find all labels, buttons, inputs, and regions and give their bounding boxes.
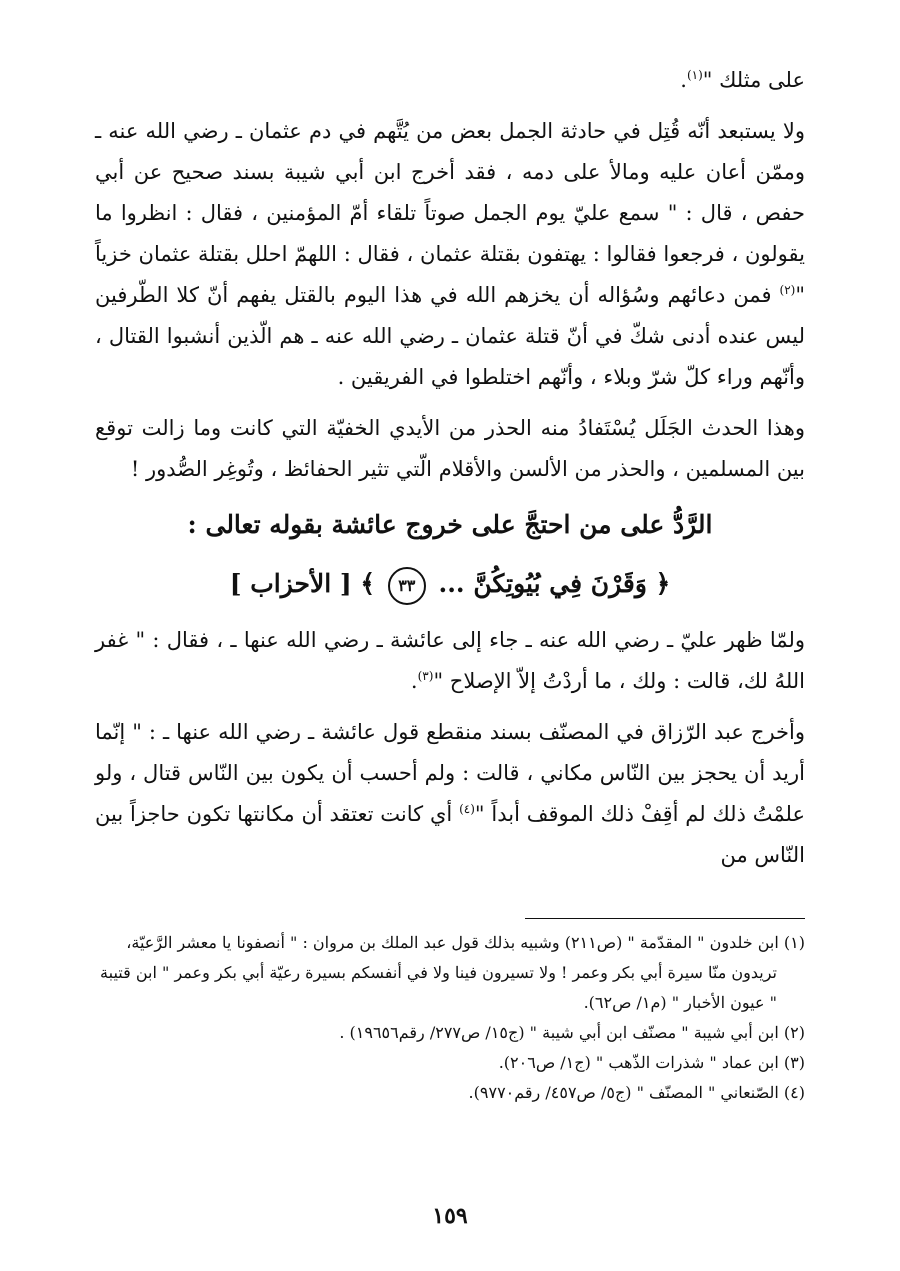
footnotes [95,928,805,1108]
footnote-1-line-3: " عيون الأخبار " (م١/ ص٦٢). [583,993,777,1012]
paragraph-3 [95,620,805,702]
main-text [95,60,805,886]
paragraph-0 [95,60,805,101]
verse-number-marker: ٣٣ [388,567,426,605]
paragraph-0-text: على مثلك " [702,68,805,92]
footnote-1-line-2: تريدون منّا سيرة أبي بكر وعمر ! ولا تسيرون فينا ولا في أنفسكم بسيرة رعيّة أبي بكر وعمر " ابن قتيبة [100,963,777,982]
verse-surah: [ الأحزاب ] [229,569,352,598]
quran-verse [95,556,805,612]
footnote-2: (٢) ابن أبي شيبة " مصنّف ابن أبي شيبة " (ج١٥/ ص٢٧٧/ رقم١٩٦٥٦) . [339,1023,805,1042]
footnote-ref-1[interactable]: (١) [686,68,703,82]
verse-end-bracket: ﴾ [360,569,376,598]
verse-text: ﴿ وَقَرْنَ فِي بُيُوتِكُنَّ ... [438,569,671,598]
paragraph-0-end: . [680,68,687,92]
footnote-separator [525,918,805,919]
footnote-1-line-1: (١) ابن خلدون " المقدّمة " (ص٢١١) وشبيه بذلك قول عبد الملك بن مروان : " أنصفونا يا معشر الرَّعيّة، [126,933,805,952]
footnote-3: (٣) ابن عماد " شذرات الذّهب " (ج١/ ص٢٠٦). [498,1053,805,1072]
paragraph-4-end: أي كانت تعتقد أن مكانتها تكون حاجزاً بين النّاس من [95,802,805,867]
footnote-ref-2[interactable]: (٢) [779,283,796,297]
footnote-ref-4[interactable]: (٤) [459,802,475,816]
page-number: ١٥٩ [432,1203,468,1229]
paragraph-1 [95,111,805,398]
paragraph-1-text: ولا يستبعد أنّه قُتِل في حادثة الجمل بعض من يُتَّهم في دم عثمان ـ رضي الله عنه ـ وممّن أعان عليه ومالأ على دمه ، فقد أخرج ابن أبي شيبة بسند صحيح عن أبي حفص ، قال : " سمع عليّ يوم الجمل صوتاً تلقاء أمّ المؤمنين ، فقال : انظروا ما يقولون ، فرجعوا فقالوا : يهتفون بقتلة عثمان ، فقال : اللهمّ احلل بقتلة عثمان خزياً " [95,119,805,307]
paragraph-4-text: وأخرج عبد الرّزاق في المصنّف بسند منقطع قول عائشة ـ رضي الله عنها ـ : " إنّما أريد أن يحجز بين النّاس مكاني ، قالت : ولم أحسب أن يكون بين النّاس قتال ، ولو علمْتُ ذلك لم أقِفْ ذلك الموقف أبداً " [95,720,805,826]
paragraph-1-end: فمن دعائهم وسُؤاله أن يخزهم الله في هذا اليوم بالقتل يفهم أنّ كلا الطّرفين ليس عنده أدنى شكّ في أنّ قتلة عثمان ـ رضي الله عنه ـ هم الّذين أنشبوا القتال ، وأنّهم وراء كلّ شرّ وبلاء ، وأنّهم اختلطوا في الفريقين . [95,283,805,389]
footnote-4: (٤) الصّنعاني " المصنّف " (ج٥/ ص٤٥٧/ رقم٩٧٧٠). [468,1083,805,1102]
section-heading: الرَّدُّ على من احتجَّ على خروج عائشة بقوله تعالى : [187,510,713,539]
paragraph-3-text: ولمّا ظهر عليّ ـ رضي الله عنه ـ جاء إلى عائشة ـ رضي الله عنها ـ ، فقال : " غفر اللهُ لك، قالت : ولك ، ما أردْتُ إلاّ الإصلاح " [95,628,805,693]
paragraph-4 [95,712,805,876]
footnote-ref-3[interactable]: (٣) [417,669,434,683]
paragraph-2 [95,408,805,490]
paragraph-2-text: وهذا الحدث الجَلَل يُسْتَفادُ منه الحذر من الأيدي الخفيّة التي كانت وما زالت توقع بين المسلمين ، والحذر من الألسن والأقلام الّتي تثير الحفائظ ، وتُوغِر الصُّدور ! [95,416,805,481]
paragraph-3-end: . [410,669,418,693]
